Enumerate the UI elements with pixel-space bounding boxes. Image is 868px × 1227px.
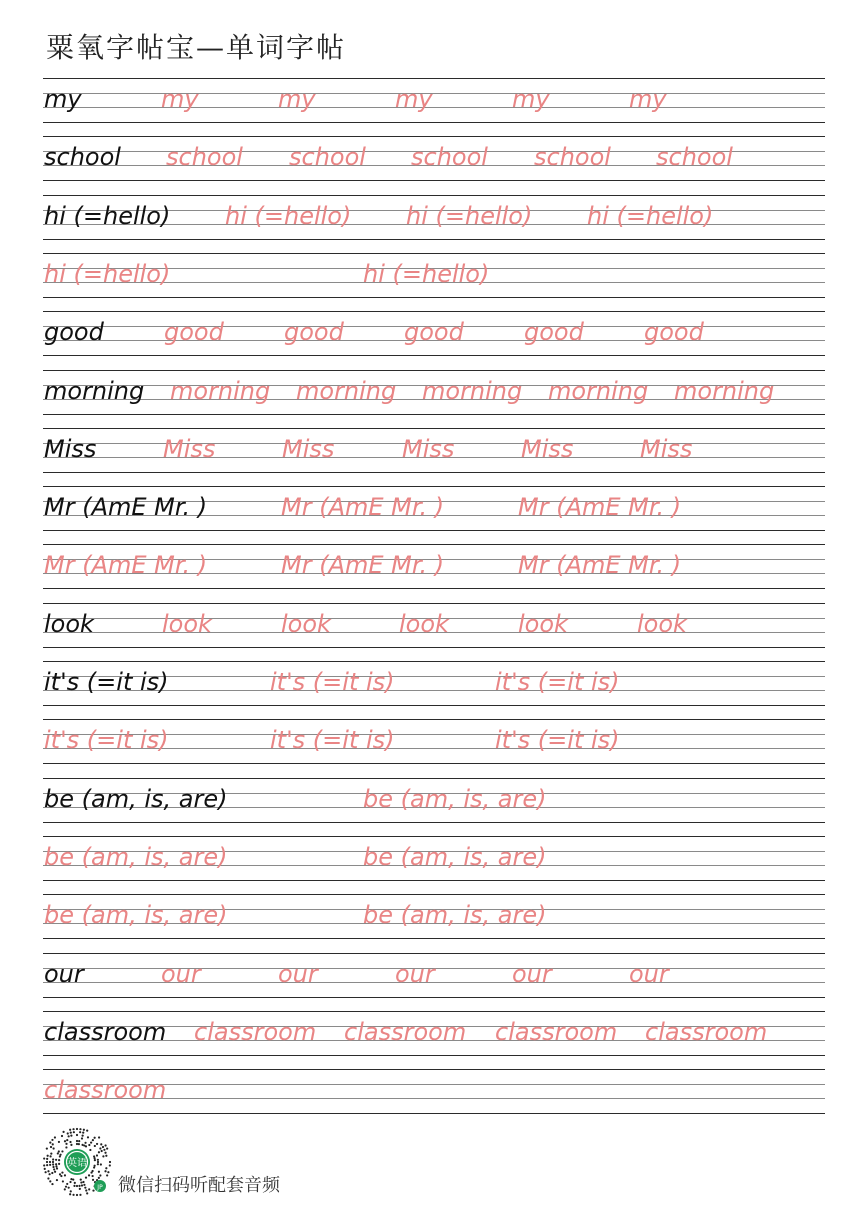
trace-word: my	[512, 85, 550, 113]
ruling-line-solid	[43, 180, 825, 181]
trace-word: morning	[674, 376, 775, 405]
trace-word: Miss	[640, 434, 693, 463]
trace-word: Miss	[282, 434, 335, 463]
trace-word: morning	[170, 376, 271, 405]
ruling-line-solid	[43, 530, 825, 531]
trace-word: morning	[422, 376, 523, 405]
model-word: my	[44, 85, 82, 113]
trace-word: hi (=hello)	[225, 201, 352, 230]
ruling-line-solid	[43, 486, 825, 487]
trace-word: Miss	[402, 434, 455, 463]
ruling-line-solid	[43, 428, 825, 429]
trace-word: hi (=hello)	[44, 259, 171, 288]
model-word: Miss	[44, 434, 97, 463]
trace-word: Mr (AmE Mr. )	[281, 493, 445, 522]
practice-row	[43, 195, 825, 253]
trace-word: school	[656, 143, 733, 172]
ruling-line-solid	[43, 122, 825, 123]
practice-row	[43, 253, 825, 311]
ruling-line-solid	[43, 938, 825, 939]
ruling-line-solid	[43, 472, 825, 473]
ruling-line-solid	[43, 763, 825, 764]
ruling-line-solid	[43, 78, 825, 79]
model-word: school	[44, 143, 121, 172]
trace-word: it's (=it is)	[495, 726, 620, 755]
ruling-line-solid	[43, 297, 825, 298]
trace-word: be (am, is, are)	[363, 784, 547, 813]
trace-word: Miss	[163, 434, 216, 463]
trace-word: hi (=hello)	[363, 259, 490, 288]
trace-word: look	[281, 609, 331, 638]
trace-word: school	[411, 143, 488, 172]
trace-word: Mr (AmE Mr. )	[281, 551, 445, 580]
trace-word: our	[278, 959, 318, 988]
trace-word: be (am, is, are)	[363, 901, 547, 930]
model-word: Mr (AmE Mr. )	[44, 493, 208, 522]
ruling-line-solid	[43, 778, 825, 779]
trace-word: my	[395, 85, 433, 113]
ruling-line-solid	[43, 195, 825, 196]
ruling-line-solid	[43, 661, 825, 662]
qr-corner-label: JP	[97, 1184, 103, 1191]
practice-row	[43, 486, 825, 544]
trace-word: Mr (AmE Mr. )	[518, 493, 682, 522]
model-word: our	[44, 959, 84, 988]
ruling-line-solid	[43, 894, 825, 895]
trace-word: my	[278, 85, 316, 113]
ruling-line-solid	[43, 136, 825, 137]
ruling-line-solid	[43, 1069, 825, 1070]
trace-word: be (am, is, are)	[44, 901, 228, 930]
ruling-line-solid	[43, 719, 825, 720]
trace-word: morning	[548, 376, 649, 405]
trace-word: Mr (AmE Mr. )	[518, 551, 682, 580]
practice-row	[43, 544, 825, 602]
trace-word: it's (=it is)	[270, 668, 395, 696]
ruling-line-solid	[43, 414, 825, 415]
qr-badge-label: 英语	[67, 1158, 87, 1169]
model-word: good	[44, 318, 104, 347]
trace-word: our	[395, 959, 435, 988]
ruling-line-solid	[43, 253, 825, 254]
trace-word: hi (=hello)	[587, 201, 714, 230]
trace-word: morning	[296, 376, 397, 405]
audio-caption: 微信扫码听配套音频	[118, 1175, 280, 1196]
ruling-line-solid	[43, 603, 825, 604]
practice-row	[43, 719, 825, 777]
ruling-line-solid	[43, 953, 825, 954]
practice-row	[43, 953, 825, 1011]
trace-word: good	[164, 318, 224, 347]
ruling-line-solid	[43, 370, 825, 371]
trace-word: look	[637, 609, 687, 638]
model-word: look	[44, 609, 94, 638]
trace-word: school	[166, 143, 243, 172]
trace-word: look	[399, 609, 449, 638]
trace-word: it's (=it is)	[44, 726, 169, 755]
trace-word: school	[289, 143, 366, 172]
trace-word: classroom	[645, 1017, 768, 1046]
trace-word: Miss	[521, 434, 574, 463]
trace-word: look	[518, 609, 568, 638]
trace-word: school	[534, 143, 611, 172]
trace-word: good	[644, 318, 704, 347]
trace-word: my	[161, 85, 199, 113]
practice-row	[43, 603, 825, 661]
page-title: 粟氧字帖宝—单词字帖	[46, 31, 347, 64]
trace-word: good	[524, 318, 584, 347]
trace-word: our	[512, 959, 552, 988]
practice-row	[43, 778, 825, 836]
trace-word: good	[404, 318, 464, 347]
trace-word: be (am, is, are)	[363, 842, 547, 871]
ruling-line-solid	[43, 822, 825, 823]
footer	[42, 1127, 342, 1199]
practice-row	[43, 428, 825, 486]
trace-word: good	[284, 318, 344, 347]
practice-row	[43, 836, 825, 894]
ruling-line-solid	[43, 239, 825, 240]
ruling-line-solid	[43, 705, 825, 706]
model-word: be (am, is, are)	[44, 784, 228, 813]
trace-word: it's (=it is)	[495, 668, 620, 696]
ruling-line-solid	[43, 1113, 825, 1114]
trace-word: our	[629, 959, 669, 988]
qr-code-icon[interactable]	[42, 1127, 112, 1197]
practice-row	[43, 311, 825, 369]
trace-word: classroom	[344, 1017, 467, 1046]
practice-row	[43, 370, 825, 428]
ruling-line-solid	[43, 647, 825, 648]
model-word: morning	[44, 376, 145, 405]
model-word: classroom	[44, 1017, 167, 1046]
trace-word: it's (=it is)	[270, 726, 395, 755]
model-word: it's (=it is)	[44, 668, 169, 696]
ruling-line-solid	[43, 1055, 825, 1056]
ruling-line-solid	[43, 997, 825, 998]
trace-word: classroom	[44, 1076, 167, 1105]
trace-word: our	[161, 959, 201, 988]
ruling-line-solid	[43, 880, 825, 881]
model-word: hi (=hello)	[44, 201, 171, 230]
trace-word: classroom	[194, 1017, 317, 1046]
practice-row	[43, 1011, 825, 1069]
trace-word: look	[162, 609, 212, 638]
practice-row	[43, 136, 825, 194]
trace-word: my	[629, 85, 667, 113]
trace-word: Mr (AmE Mr. )	[44, 551, 208, 580]
ruling-line-solid	[43, 544, 825, 545]
practice-row	[43, 661, 825, 719]
trace-word: be (am, is, are)	[44, 842, 228, 871]
trace-word: hi (=hello)	[406, 201, 533, 230]
ruling-line-solid	[43, 311, 825, 312]
practice-row	[43, 894, 825, 952]
ruling-line-solid	[43, 355, 825, 356]
ruling-line-solid	[43, 588, 825, 589]
ruling-line-solid	[43, 836, 825, 837]
practice-row	[43, 1069, 825, 1127]
ruling-line-solid	[43, 1011, 825, 1012]
practice-row	[43, 78, 825, 136]
trace-word: classroom	[495, 1017, 618, 1046]
